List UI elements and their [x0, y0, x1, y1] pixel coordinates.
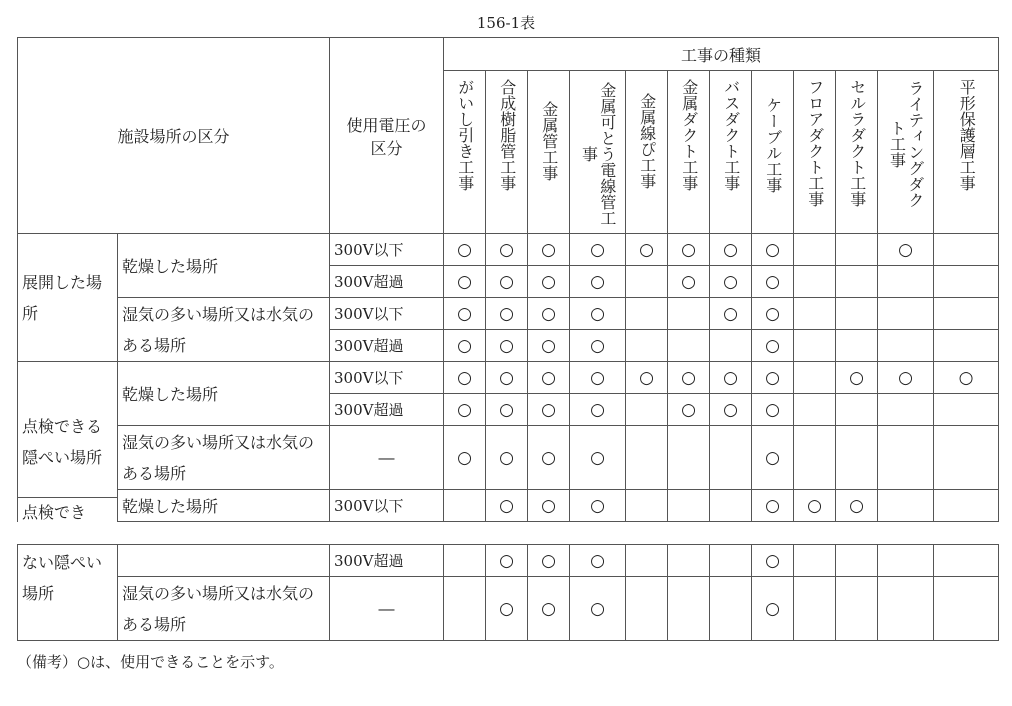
condition-humid: 湿気の多い場所又は水気のある場所 [118, 426, 330, 490]
mark: ○ [528, 545, 570, 577]
mark: ○ [528, 330, 570, 362]
voltage-cell: ― [330, 426, 444, 490]
mark: ○ [444, 234, 486, 266]
mark: ○ [570, 577, 626, 641]
mark: ○ [486, 234, 528, 266]
mark: ○ [752, 577, 794, 641]
location-inspectable: 点検できる隠ぺい場所 [18, 362, 118, 522]
mark: ○ [528, 362, 570, 394]
mark: ○ [752, 362, 794, 394]
work-type-header: 金属管工事 [528, 71, 570, 234]
table-row [18, 362, 999, 394]
condition-dry: 乾燥した場所 [118, 234, 330, 298]
mark: ○ [710, 394, 752, 426]
mark: ○ [486, 577, 528, 641]
mark: ○ [710, 362, 752, 394]
table-row [18, 298, 999, 330]
mark: ○ [444, 362, 486, 394]
mark: ○ [528, 298, 570, 330]
mark: ○ [486, 426, 528, 490]
condition-humid: 湿気の多い場所又は水気のある場所 [118, 577, 330, 641]
mark: ○ [486, 298, 528, 330]
condition-dry: 乾燥した場所 [118, 362, 330, 426]
work-type-header: 平形保護層工事 [934, 71, 999, 234]
mark: ○ [570, 298, 626, 330]
table-row [18, 545, 999, 577]
work-type-header: 金属可とう電線管工事 [570, 71, 626, 234]
voltage-cell: 300V以下 [330, 298, 444, 330]
mark: ○ [528, 234, 570, 266]
mark: ○ [444, 426, 486, 490]
mark: ○ [570, 234, 626, 266]
mark: ○ [570, 394, 626, 426]
mark: ○ [794, 490, 836, 522]
voltage-cell: 300V超過 [330, 545, 444, 577]
mark: ○ [444, 394, 486, 426]
work-type-header: セルラダクト工事 [836, 71, 878, 234]
table-row [18, 234, 999, 266]
mark: ○ [668, 234, 710, 266]
work-type-header: ライティングダクト工事 [878, 71, 934, 234]
voltage-cell: 300V超過 [330, 266, 444, 298]
mark: ○ [878, 362, 934, 394]
mark: ○ [710, 266, 752, 298]
mark: ○ [570, 330, 626, 362]
mark: ○ [528, 577, 570, 641]
mark: ○ [528, 426, 570, 490]
mark: ○ [836, 490, 878, 522]
mark: ○ [752, 234, 794, 266]
work-type-header: 金属ダクト工事 [668, 71, 710, 234]
mark: ○ [668, 362, 710, 394]
wiring-method-table [17, 37, 999, 522]
work-type-header: バスダクト工事 [710, 71, 752, 234]
mark: ○ [570, 266, 626, 298]
mark: ○ [668, 394, 710, 426]
mark: ○ [752, 394, 794, 426]
work-type-header: ケーブル工事 [752, 71, 794, 234]
mark: ○ [444, 298, 486, 330]
mark: ○ [444, 266, 486, 298]
table-note: （備考）○は、使用できることを示す。 [17, 653, 284, 671]
mark: ○ [486, 545, 528, 577]
mark: ○ [528, 266, 570, 298]
mark: ○ [752, 266, 794, 298]
mark: ○ [752, 426, 794, 490]
mark: ○ [752, 545, 794, 577]
table-row [18, 577, 999, 641]
mark: ○ [878, 234, 934, 266]
wiring-method-table-continued [17, 544, 999, 641]
voltage-cell: 300V超過 [330, 394, 444, 426]
mark: ○ [934, 362, 999, 394]
work-type-header: がいし引き工事 [444, 71, 486, 234]
table-row [18, 426, 999, 490]
work-type-header: 合成樹脂管工事 [486, 71, 528, 234]
mark: ○ [752, 330, 794, 362]
mark: ○ [626, 362, 668, 394]
mark: ○ [570, 545, 626, 577]
mark: ○ [626, 234, 668, 266]
mark: ○ [570, 426, 626, 490]
location-non-inspectable-text1: 点検でき [22, 503, 87, 522]
voltage-cell: 300V以下 [330, 490, 444, 522]
mark: ○ [570, 362, 626, 394]
location-exposed: 展開した場所 [18, 234, 118, 362]
mark: ○ [486, 330, 528, 362]
location-header: 施設場所の区分 [18, 38, 330, 234]
mark: ○ [486, 266, 528, 298]
table-caption: 156-1表 [476, 14, 536, 32]
mark: ○ [528, 394, 570, 426]
voltage-cell: 300V以下 [330, 362, 444, 394]
mark: ○ [752, 298, 794, 330]
voltage-cell: 300V以下 [330, 234, 444, 266]
mark: ○ [668, 266, 710, 298]
mark: ○ [486, 394, 528, 426]
voltage-header: 使用電圧の区分 [330, 38, 444, 234]
work-types-header: 工事の種類 [444, 38, 999, 71]
table-row [18, 490, 999, 522]
mark: ○ [528, 490, 570, 522]
voltage-cell: ― [330, 577, 444, 641]
location-non-inspectable-cell [18, 497, 117, 527]
work-type-header: 金属線ぴ工事 [626, 71, 668, 234]
mark: ○ [710, 234, 752, 266]
mark: ○ [836, 362, 878, 394]
location-non-inspectable: ない隠ぺい場所 [18, 545, 118, 641]
mark: ○ [486, 490, 528, 522]
mark: ○ [486, 362, 528, 394]
voltage-cell: 300V超過 [330, 330, 444, 362]
mark: ○ [752, 490, 794, 522]
condition-humid: 湿気の多い場所又は水気のある場所 [118, 298, 330, 362]
mark: ○ [444, 330, 486, 362]
condition-dry: 乾燥した場所 [118, 490, 330, 522]
mark: ○ [570, 490, 626, 522]
work-type-header: フロアダクト工事 [794, 71, 836, 234]
mark: ○ [710, 298, 752, 330]
